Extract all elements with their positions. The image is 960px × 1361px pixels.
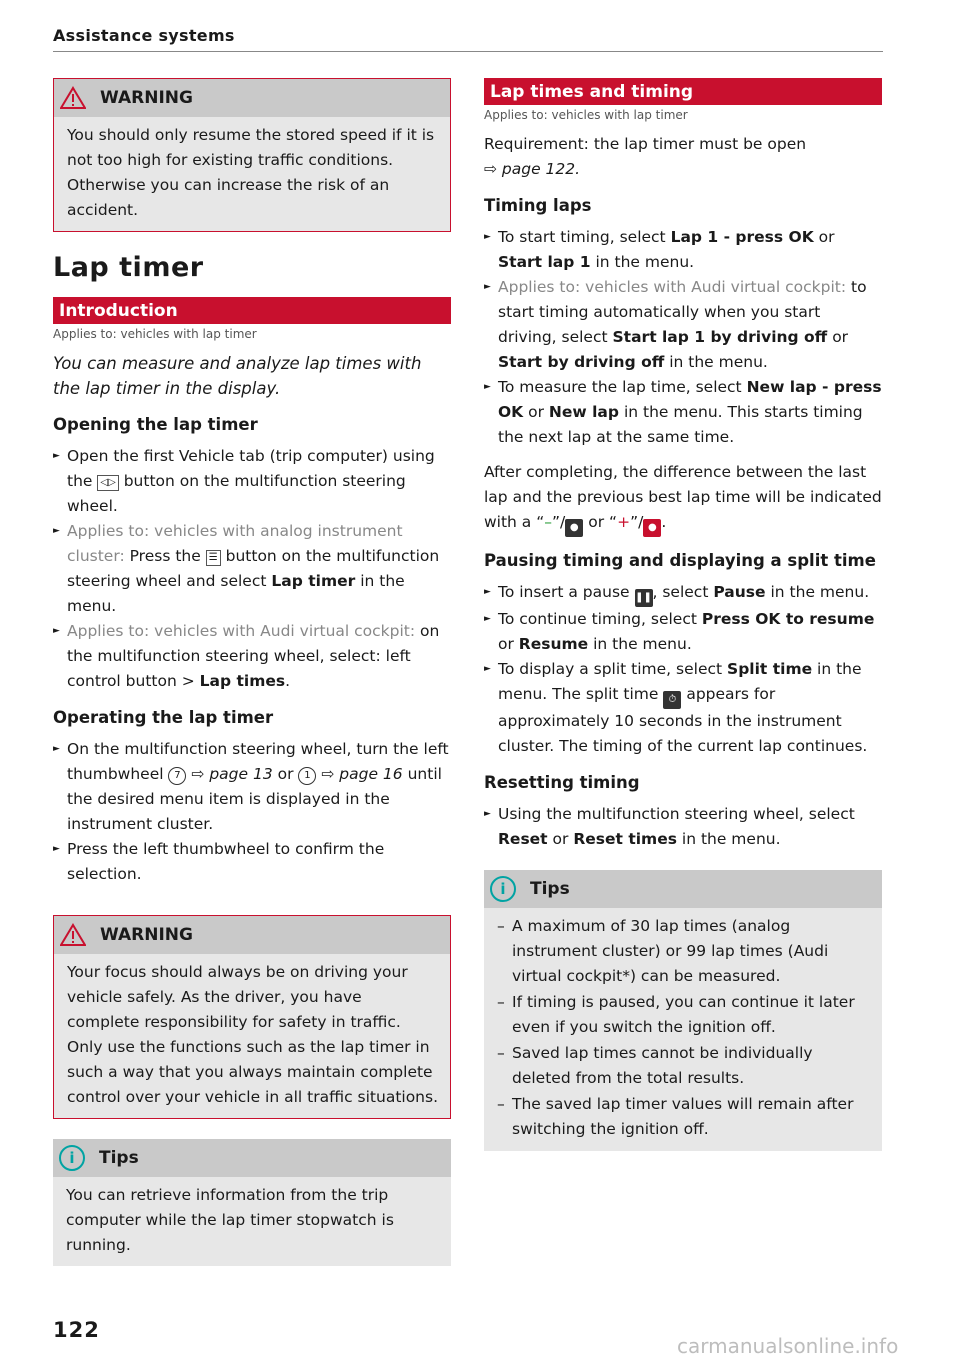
list-item: ► Applies to: vehicles with Audi virtual cockpit: on the multifunction steering wheel, select: left control button > Lap times. [53, 619, 451, 694]
page-ref[interactable]: ⇨ page 16 [321, 765, 403, 783]
section-bar-lap-times: Lap times and timing [484, 78, 882, 105]
list-item: ► Applies to: vehicles with analog instrument cluster: Press the ☰ button on the multifunction steering wheel and select Lap timer in the menu. [53, 519, 451, 619]
list-item: ► To measure the lap time, select New lap - press OK or New lap in the menu. This starts timing the next lap at the same time. [484, 375, 882, 450]
operating-steps [53, 737, 451, 887]
warning-header [54, 79, 450, 117]
tips-box [53, 1139, 451, 1266]
tips-header [484, 870, 882, 908]
requirement-text: Requirement: the lap timer must be open ⇨ page 122. [484, 135, 807, 178]
list-item: – If timing is paused, you can continue it later even if you switch the ignition off. [497, 990, 870, 1040]
page-ref[interactable]: ⇨ page 13 [191, 765, 273, 783]
applies-note: Applies to: vehicles with lap timer [53, 327, 257, 341]
list-item: ► Press the left thumbwheel to confirm the selection. [53, 837, 451, 887]
list-item: ► Applies to: vehicles with Audi virtual cockpit: to start timing automatically when you start driving, select Start lap 1 by driving off or Start by driving off in the menu. [484, 275, 882, 375]
intro-text: You can measure and analyze lap times with the lap timer in the display. [53, 354, 422, 398]
heading-opening: Opening the lap timer [53, 415, 258, 434]
resetting-steps [484, 802, 882, 852]
tips-label: Tips [530, 879, 570, 899]
heading-resetting: Resetting timing [484, 773, 640, 792]
list-item: ► To display a split time, select Split time in the menu. The split time ⏱ appears for approximately 10 seconds in the instrument cluster. The timing of the current lap continues. [484, 657, 882, 759]
warning-header [54, 916, 450, 954]
slower-lap-icon: ● [643, 519, 661, 537]
list-item: – Saved lap times cannot be individually deleted from the total results. [497, 1041, 870, 1091]
page-number: 122 [53, 1318, 100, 1342]
warning-text: You should only resume the stored speed if it is not too high for existing traffic conditions. Otherwise you can increase the risk of an accident. [67, 126, 435, 219]
faster-lap-icon: ● [565, 519, 583, 537]
menu-button-icon: ☰ [206, 550, 221, 566]
tips-list [497, 914, 870, 1142]
list-item: ► Open the first Vehicle tab (trip computer) using the ◁▷ button on the multifunction steering wheel. [53, 444, 451, 519]
tips-box [484, 870, 882, 1151]
tips-body [484, 908, 882, 1151]
list-item: – A maximum of 30 lap times (analog instrument cluster) or 99 lap times (Audi virtual cockpit*) can be measured. [497, 914, 870, 989]
heading-timing: Timing laps [484, 196, 592, 215]
pause-icon: ❚❚ [635, 589, 653, 607]
warning-triangle-icon [60, 86, 86, 110]
list-item: ► Using the multifunction steering wheel, select Reset or Reset times in the menu. [484, 802, 882, 852]
warning-box-focus [53, 915, 451, 1119]
warning-label: WARNING [100, 925, 193, 945]
arrows-button-icon: ◁▷ [97, 475, 118, 491]
tips-text: You can retrieve information from the trip computer while the lap timer stopwatch is running. [66, 1186, 394, 1254]
split-time-icon: ⏱ [663, 691, 681, 709]
list-item: ► To continue timing, select Press OK to resume or Resume in the menu. [484, 607, 882, 657]
section-bar-introduction: Introduction [53, 297, 451, 324]
warning-triangle-icon [60, 923, 86, 947]
difference-text: After completing, the difference between the last lap and the previous best lap time will be indicated with a “–”/ ● or “+”/ ● . [484, 460, 882, 537]
heading-pausing: Pausing timing and displaying a split time [484, 551, 876, 570]
info-icon: i [490, 876, 516, 902]
opening-steps [53, 444, 451, 694]
tips-label: Tips [99, 1148, 139, 1168]
warning-label: WARNING [100, 88, 193, 108]
tips-header [53, 1139, 451, 1177]
list-item: ► On the multifunction steering wheel, turn the left thumbwheel 7 ⇨ page 13 or 1 ⇨ page 16 until the desired menu item is displayed in the instrument cluster. [53, 737, 451, 837]
list-item: ► To insert a pause ❚❚, select Pause in the menu. [484, 580, 882, 607]
timing-steps [484, 225, 882, 450]
header-divider [53, 51, 883, 52]
info-icon: i [59, 1145, 85, 1171]
page-title: Lap timer [53, 252, 204, 283]
warning-box-resume [53, 78, 451, 232]
callout-1-icon: 1 [298, 767, 316, 785]
page-ref[interactable]: ⇨ page 122. [484, 160, 581, 178]
right-column [484, 78, 882, 1171]
pausing-steps [484, 580, 882, 759]
section-header: Assistance systems [53, 26, 235, 45]
list-item: – The saved lap timer values will remain after switching the ignition off. [497, 1092, 870, 1142]
callout-7-icon: 7 [168, 767, 186, 785]
heading-operating: Operating the lap timer [53, 708, 274, 727]
left-column [53, 78, 451, 1286]
warning-text: Your focus should always be on driving your vehicle safely. As the driver, you have complete responsibility for safety in traffic. Only use the functions such as the lap timer in such a way that you always maintain complete control over your vehicle in all traffic situations. [67, 963, 439, 1106]
list-item: ► To start timing, select Lap 1 - press OK or Start lap 1 in the menu. [484, 225, 882, 275]
applies-note: Applies to: vehicles with lap timer [484, 108, 688, 122]
watermark: carmanualsonline.info [677, 1334, 899, 1358]
